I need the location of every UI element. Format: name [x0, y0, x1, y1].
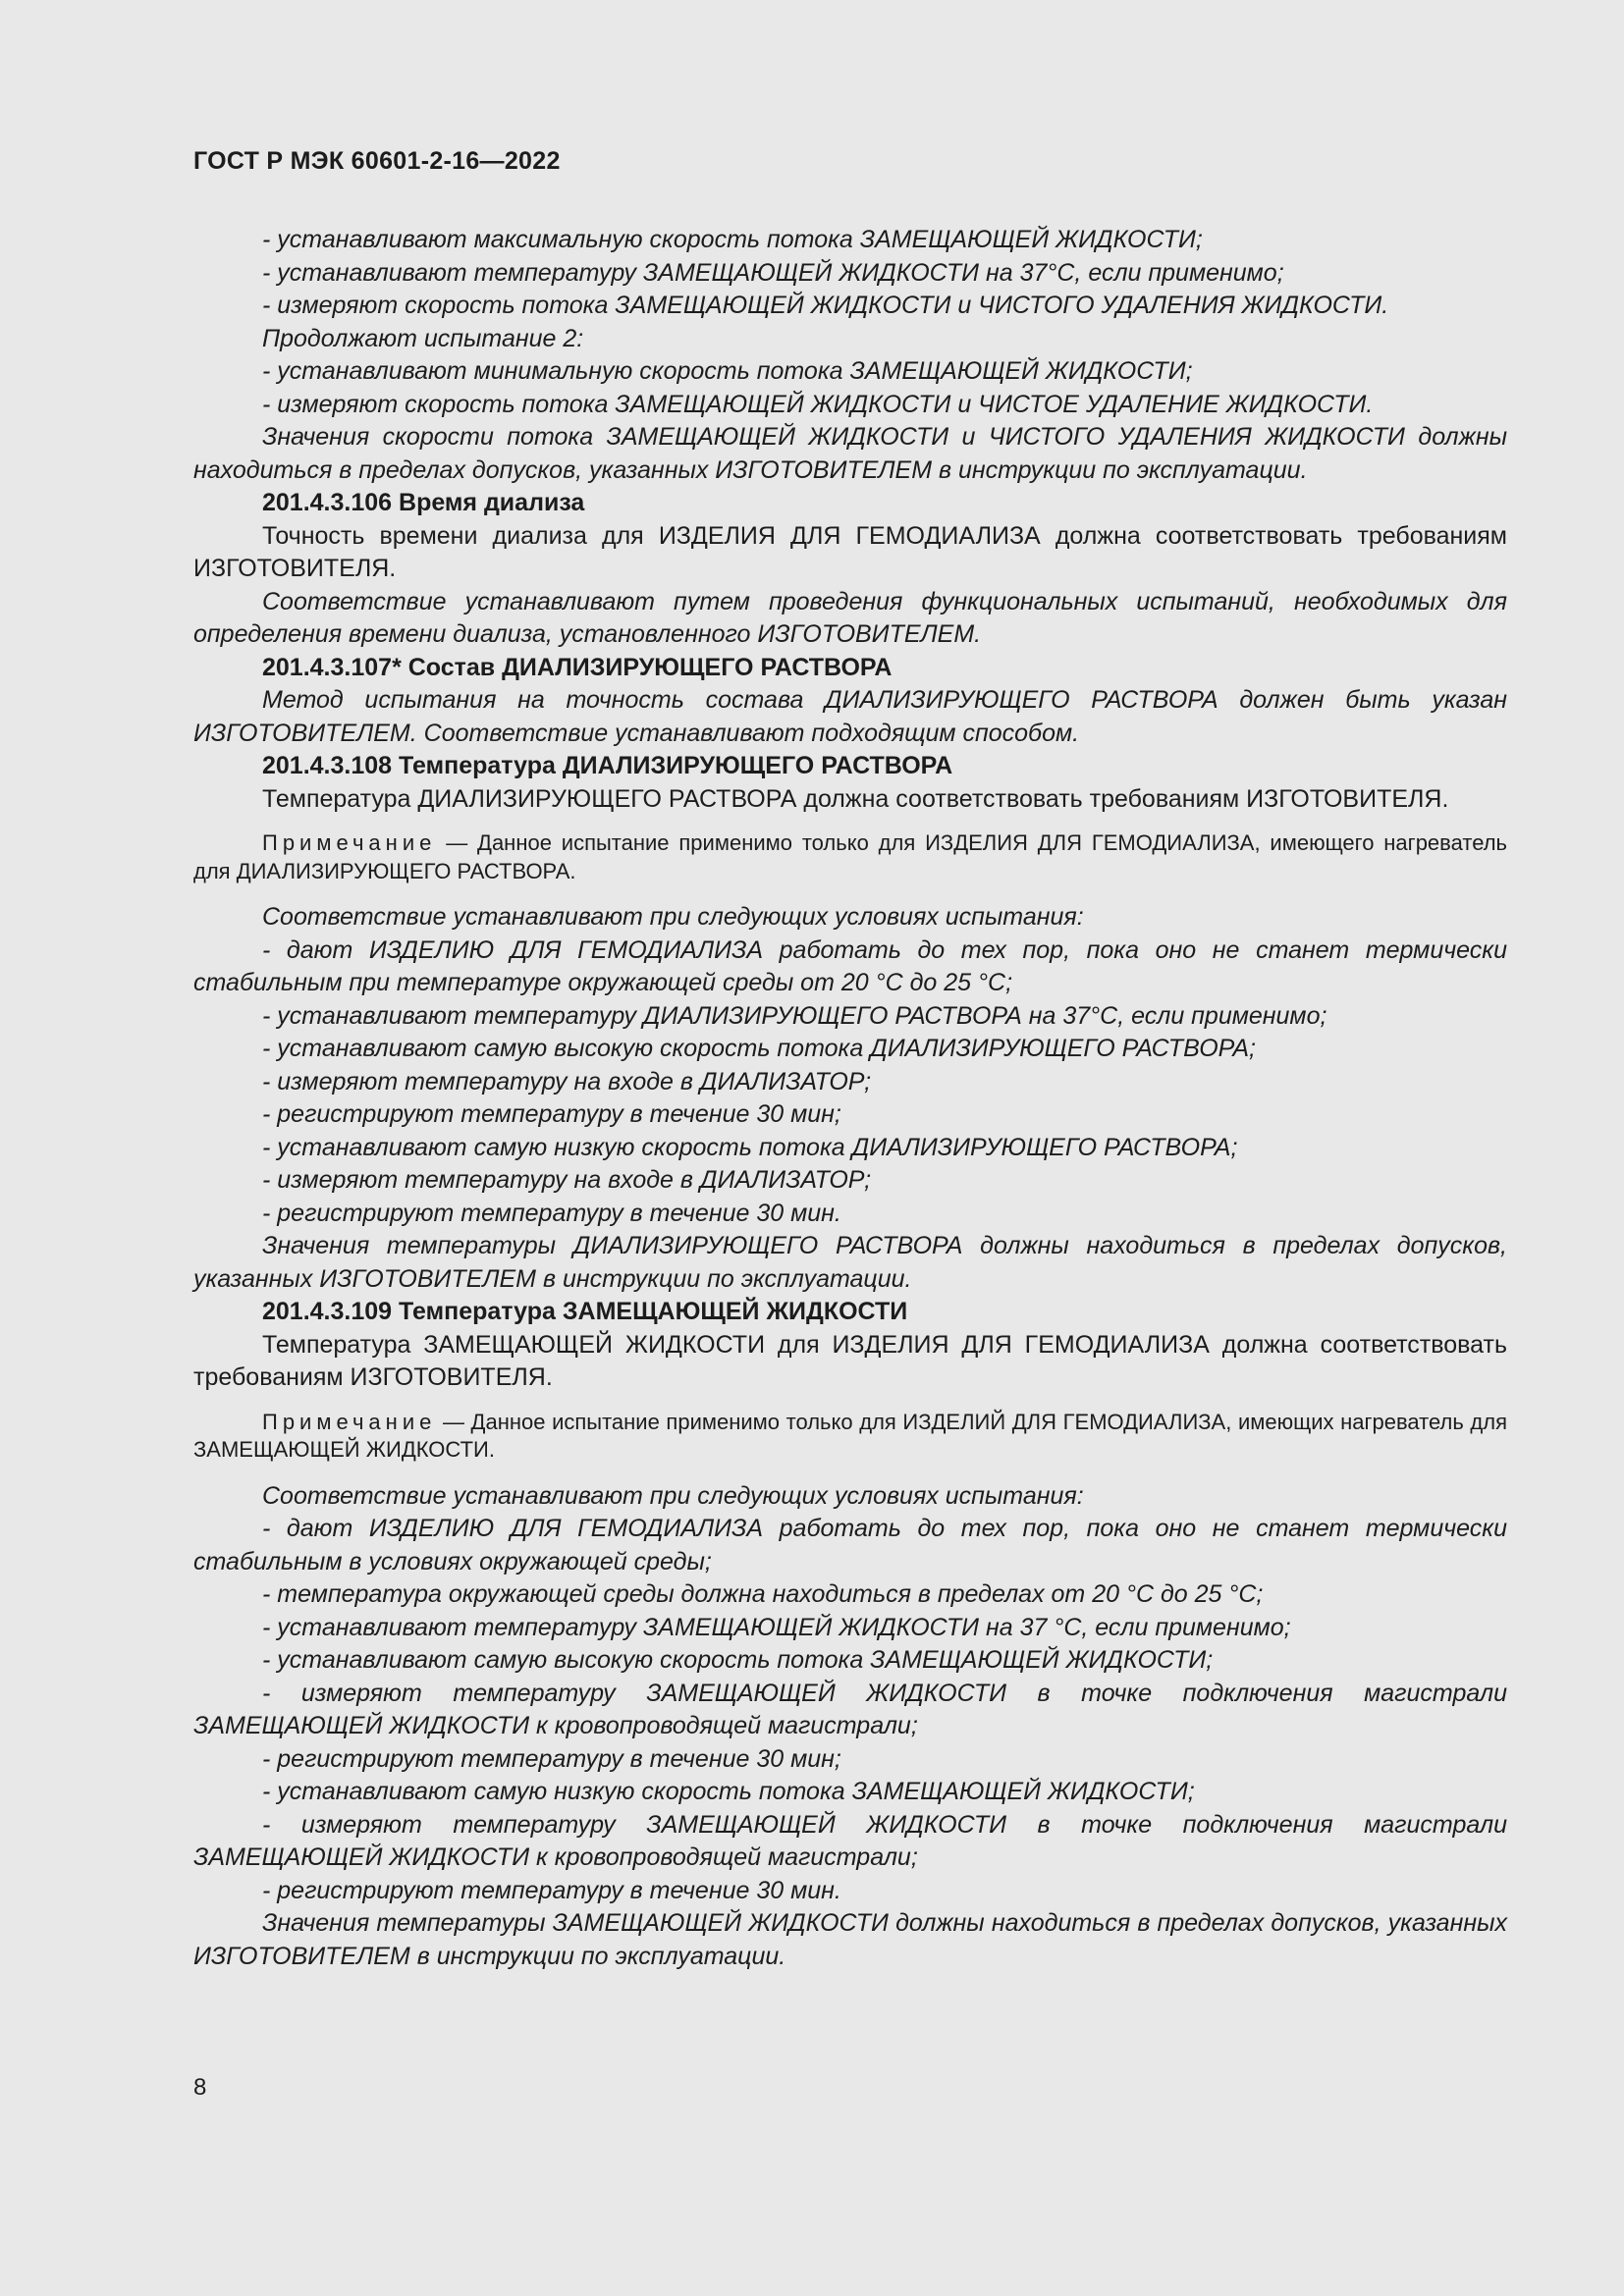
note [193, 1409, 1507, 1465]
conditions-intro: Соответствие устанавливают при следующих условиях испытания: [262, 903, 1084, 931]
list-item: - устанавливают самую низкую скорость потока ДИАЛИЗИРУЮЩЕГО РАСТВОРА; [262, 1133, 1238, 1161]
list-item: - устанавливают максимальную скорость потока ЗАМЕЩАЮЩЕЙ ЖИДКОСТИ; [262, 226, 1203, 253]
test-continuation: Продолжают испытание 2: [262, 324, 584, 352]
list-item: - устанавливают самую высокую скорость потока ДИАЛИЗИРУЮЩЕГО РАСТВОРА; [262, 1035, 1256, 1062]
list-item: - регистрируют температуру в течение 30 мин; [262, 1744, 841, 1773]
list-item: - измеряют температуру ЗАМЕЩАЮЩЕЙ ЖИДКОСТИ в точке подключения магистрали ЗАМЕЩАЮЩЕЙ ЖИДКОСТИ к кровопроводящей магистрали; [193, 1679, 1507, 1739]
list-item: - устанавливают минимальную скорость потока ЗАМЕЩАЮЩЕЙ ЖИДКОСТИ; [262, 357, 1193, 385]
section-text: Точность времени диализа для ИЗДЕЛИЯ ДЛЯ ГЕМОДИАЛИЗА должна соответствовать требованиям ИЗГОТОВИТЕЛЯ. [193, 521, 1507, 582]
compliance-text: Соответствие устанавливают путем проведения функциональных испытаний, необходимых для определения времени диализа, установленного ИЗГОТОВИТЕЛЕМ. [193, 587, 1507, 648]
page-number: 8 [193, 2074, 207, 2101]
document-header: ГОСТ Р МЭК 60601-2-16—2022 [193, 147, 561, 175]
list-item: - дают ИЗДЕЛИЮ ДЛЯ ГЕМОДИАЛИЗА работать до тех пор, пока оно не станет термически стабильным при температуре окружающей среды от 20 °С до 25 °С; [193, 935, 1507, 996]
section-heading-106: 201.4.3.106 Время диализа [262, 489, 585, 516]
test-conclusion: Значения скорости потока ЗАМЕЩАЮЩЕЙ ЖИДКОСТИ и ЧИСТОГО УДАЛЕНИЯ ЖИДКОСТИ должны находиться в пределах допусков, указанных ИЗГОТОВИТЕЛЕМ в инструкции по эксплуатации. [193, 423, 1507, 484]
list-item: - устанавливают самую высокую скорость потока ЗАМЕЩАЮЩЕЙ ЖИДКОСТИ; [262, 1646, 1214, 1674]
test-conclusion: Значения температуры ДИАЛИЗИРУЮЩЕГО РАСТВОРА должны находиться в пределах допусков, указанных ИЗГОТОВИТЕЛЕМ в инструкции по эксплуатации. [193, 1232, 1507, 1293]
conditions-intro: Соответствие устанавливают при следующих условиях испытания: [262, 1481, 1084, 1510]
list-item: - измеряют температуру ЗАМЕЩАЮЩЕЙ ЖИДКОСТИ в точке подключения магистрали ЗАМЕЩАЮЩЕЙ ЖИДКОСТИ к кровопроводящей магистрали; [193, 1810, 1507, 1871]
section-text: Температура ЗАМЕЩАЮЩЕЙ ЖИДКОСТИ для ИЗДЕЛИЯ ДЛЯ ГЕМОДИАЛИЗА должна соответствовать требованиям ИЗГОТОВИТЕЛЯ. [193, 1330, 1507, 1391]
section-text: Температура ДИАЛИЗИРУЮЩЕГО РАСТВОРА должна соответствовать требованиям ИЗГОТОВИТЕЛЯ. [262, 784, 1449, 813]
list-item: - устанавливают температуру ЗАМЕЩАЮЩЕЙ ЖИДКОСТИ на 37 °С, если применимо; [262, 1613, 1291, 1641]
list-item: - дают ИЗДЕЛИЮ ДЛЯ ГЕМОДИАЛИЗА работать до тех пор, пока оно не станет термически стабильным в условиях окружающей среды; [193, 1515, 1507, 1575]
test-conclusion: Значения температуры ЗАМЕЩАЮЩЕЙ ЖИДКОСТИ должны находиться в пределах допусков, указанных ИЗГОТОВИТЕЛЕМ в инструкции по эксплуатации. [193, 1909, 1507, 1970]
list-item: - регистрируют температуру в течение 30 мин. [262, 1199, 841, 1227]
compliance-text: Метод испытания на точность состава ДИАЛИЗИРУЮЩЕГО РАСТВОРА должен быть указан ИЗГОТОВИТЕЛЕМ. Соответствие устанавливают подходящим способом. [193, 686, 1507, 747]
note-label: Примечание [262, 830, 437, 855]
list-item: - регистрируют температуру в течение 30 мин; [262, 1100, 841, 1128]
note-label: Примечание [262, 1409, 437, 1434]
section-heading-107: 201.4.3.107* Состав ДИАЛИЗИРУЮЩЕГО РАСТВОРА [262, 653, 893, 681]
list-item: - устанавливают самую низкую скорость потока ЗАМЕЩАЮЩЕЙ ЖИДКОСТИ; [262, 1778, 1195, 1805]
note-text: — Данное испытание применимо только для ИЗДЕЛИЯ ДЛЯ ГЕМОДИАЛИЗА, имеющего нагреватель для ДИАЛИЗИРУЮЩЕГО РАСТВОРА. [193, 830, 1507, 883]
list-item: - регистрируют температуру в течение 30 мин. [262, 1876, 841, 1904]
section-heading-108: 201.4.3.108 Температура ДИАЛИЗИРУЮЩЕГО РАСТВОРА [262, 752, 953, 779]
list-item: - устанавливают температуру ДИАЛИЗИРУЮЩЕГО РАСТВОРА на 37°С, если применимо; [262, 1001, 1327, 1030]
section-heading-109: 201.4.3.109 Температура ЗАМЕЩАЮЩЕЙ ЖИДКОСТИ [262, 1298, 908, 1325]
list-item: - устанавливают температуру ЗАМЕЩАЮЩЕЙ ЖИДКОСТИ на 37°С, если применимо; [262, 258, 1284, 287]
note-text: — Данное испытание применимо только для ИЗДЕЛИЙ ДЛЯ ГЕМОДИАЛИЗА, имеющих нагреватель для ЗАМЕЩАЮЩЕЙ ЖИДКОСТИ. [193, 1409, 1507, 1462]
list-item: - измеряют температуру на входе в ДИАЛИЗАТОР; [262, 1067, 872, 1095]
list-item: - измеряют температуру на входе в ДИАЛИЗАТОР; [262, 1166, 872, 1194]
list-item: - измеряют скорость потока ЗАМЕЩАЮЩЕЙ ЖИДКОСТИ и ЧИСТОГО УДАЛЕНИЯ ЖИДКОСТИ. [262, 292, 1389, 319]
note [193, 829, 1507, 885]
document-body [193, 224, 1507, 1973]
list-item: - измеряют скорость потока ЗАМЕЩАЮЩЕЙ ЖИДКОСТИ и ЧИСТОЕ УДАЛЕНИЕ ЖИДКОСТИ. [262, 390, 1374, 418]
list-item: - температура окружающей среды должна находиться в пределах от 20 °С до 25 °С; [262, 1580, 1264, 1608]
